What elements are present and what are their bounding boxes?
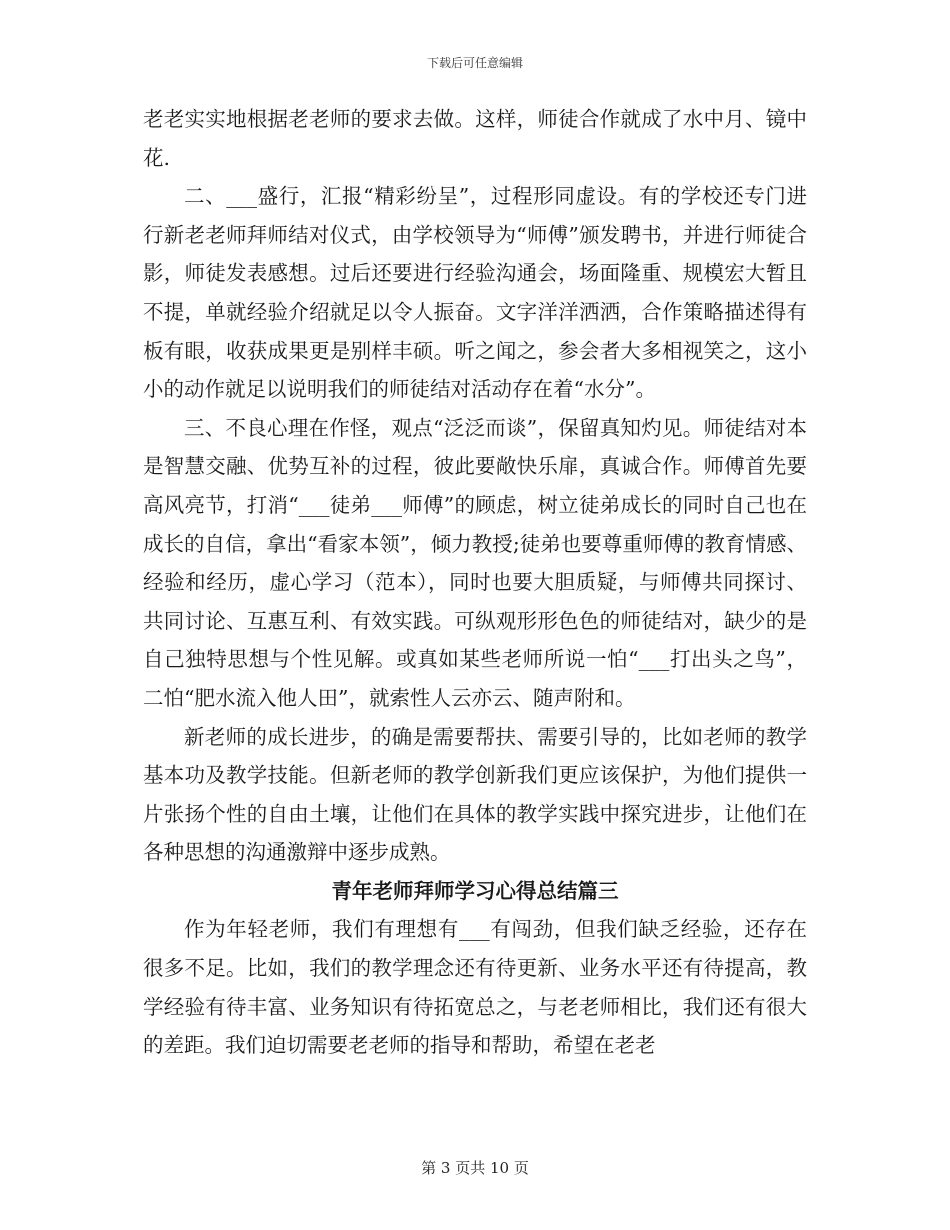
paragraph-section-three: 作为年轻老师，我们有理想有___有闯劲，但我们缺乏经验，还存在很多不足。比如，我们的教学理念还有待更新、业务水平还有待提高，教学经验有待丰富、业务知识有待拓宽总之，与老老师相比，我们还有很大的差距。我们迫切需要老老师的指导和帮助，希望在老老 xyxy=(143,917,807,1058)
page-header: 下载后可任意编辑 xyxy=(426,56,523,70)
document-body xyxy=(143,100,807,1065)
paragraph-new-teacher: 新老师的成长进步，的确是需要帮扶、需要引导的，比如老师的教学基本功及教学技能。但新老师的教学创新我们更应该保护，为他们提供一片张扬个性的自由土壤，让他们在具体的教学实践中探究进步，让他们在各种思想的沟通激辩中逐步成熟。 xyxy=(143,724,807,865)
section-title: 青年老师拜师学习心得总结篇三 xyxy=(331,878,619,903)
paragraph-continuation: 老老实实地根据老老师的要求去做。这样，师徒合作就成了水中月、镜中花. xyxy=(143,107,807,170)
paragraph-point-two: 二、___盛行，汇报“精彩纷呈”，过程形同虚设。有的学校还专门进行新老老师拜师结对仪式，由学校领导为“师傅”颁发聘书，并进行师徒合影，师徒发表感想。过后还要进行经验沟通会，场面隆重、规模宏大暂且不提，单就经验介绍就足以令人振奋。文字洋洋洒洒，合作策略描述得有板有眼，收获成果更是别样丰硕。听之闻之，参会者大多相视笑之，这小小的动作就足以说明我们的师徒结对活动存在着“水分”。 xyxy=(143,184,807,402)
page-number: 第 3 页共 10 页 xyxy=(421,1159,529,1177)
paragraph-point-three: 三、不良心理在作怪，观点“泛泛而谈”，保留真知灼见。师徒结对本是智慧交融、优势互补的过程，彼此要敞快乐扉，真诚合作。师傅首先要高风亮节，打消“___徒弟___师傅”的顾虑，树立徒弟成长的同时自己也在成长的自信，拿出“看家本领”，倾力教授;徒弟也要尊重师傅的教育情感、经验和经历，虚心学习（范本），同时也要大胆质疑，与师傅共同探讨、共同讨论、互惠互利、有效实践。可纵观形形色色的师徒结对，缺少的是自己独特思想与个性见解。或真如某些老师所说一怕“___打出头之鸟”，二怕“肥水流入他人田”，就索性人云亦云、随声附和。 xyxy=(143,415,807,710)
